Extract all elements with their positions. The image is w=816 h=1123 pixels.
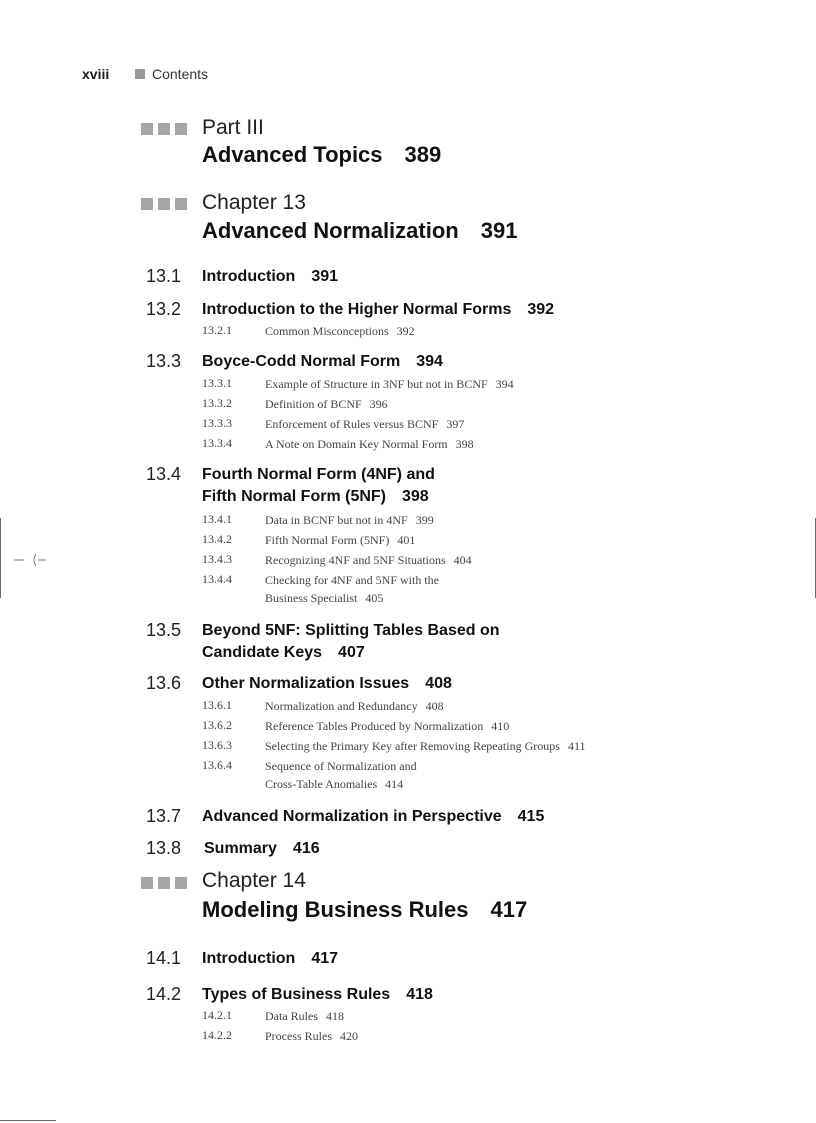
- section-title-text: Introduction: [202, 268, 296, 285]
- chapter-title[interactable]: [202, 218, 517, 244]
- section-number: 13.6: [146, 673, 182, 693]
- section-page: 408: [425, 675, 452, 692]
- subsection-number: 13.6.2: [202, 718, 232, 732]
- subsection-title[interactable]: [265, 415, 464, 433]
- section-number: 13.2: [146, 299, 182, 319]
- subsection-title-line1: Checking for 4NF and 5NF with the: [265, 573, 439, 587]
- section-page: 392: [527, 301, 555, 318]
- subsection-number: 13.3.4: [202, 436, 232, 450]
- subsection-title[interactable]: [265, 737, 586, 755]
- subsection-title-text: A Note on Domain Key Normal Form: [265, 437, 448, 451]
- subsection-page: 404: [453, 553, 472, 567]
- section-title-line2: Candidate Keys: [202, 644, 323, 661]
- subsection-number: 13.4.4: [202, 572, 232, 586]
- section-title[interactable]: [202, 673, 452, 695]
- section-title[interactable]: [202, 299, 554, 321]
- subsection-number: 13.3.1: [202, 376, 232, 390]
- section-title-text: Types of Business Rules: [202, 986, 391, 1003]
- subsection-page: 399: [415, 513, 434, 527]
- subsection-title[interactable]: [265, 435, 474, 453]
- chapter-title-text: Advanced Normalization: [202, 218, 459, 243]
- subsection-title[interactable]: [265, 1007, 344, 1025]
- subsection-number: 13.6.3: [202, 738, 232, 752]
- section-number: 13.3: [146, 351, 182, 371]
- part-squares-icon: [141, 123, 187, 135]
- subsection-title-text: Reference Tables Produced by Normalization: [265, 719, 484, 733]
- section-page: 407: [338, 644, 365, 661]
- subsection-title-text: Selecting the Primary Key after Removing Repeating Groups: [265, 739, 560, 753]
- section-title[interactable]: [202, 984, 433, 1006]
- section-title-text: Other Normalization Issues: [202, 675, 410, 692]
- crop-mark-bottom: [0, 1120, 56, 1121]
- subsection-number: 13.2.1: [202, 323, 232, 337]
- subsection-number: 13.6.1: [202, 698, 232, 712]
- subsection-title-line2: Cross-Table Anomalies: [265, 777, 378, 791]
- chapter-label: Chapter 13: [202, 191, 306, 214]
- subsection-page: 392: [396, 324, 415, 338]
- section-page: 391: [311, 268, 339, 285]
- subsection-number: 13.4.2: [202, 532, 232, 546]
- section-page: 416: [292, 840, 320, 857]
- page-number: xviii: [82, 66, 110, 82]
- part-page: 389: [404, 142, 442, 167]
- subsection-number: 13.4.3: [202, 552, 232, 566]
- subsection-title-text: Example of Structure in 3NF but not in BCNF: [265, 377, 488, 391]
- section-number: 13.1: [146, 266, 182, 286]
- subsection-title[interactable]: [265, 717, 509, 735]
- subsection-page: 394: [495, 377, 514, 391]
- subsection-number: 13.6.4: [202, 758, 232, 772]
- section-number: 13.7: [146, 806, 182, 826]
- subsection-title[interactable]: [265, 757, 417, 793]
- section-title[interactable]: [202, 266, 338, 288]
- subsection-title-text: Common Misconceptions: [265, 324, 389, 338]
- section-page: 415: [517, 808, 545, 825]
- section-title-text: Introduction to the Higher Normal Forms: [202, 301, 512, 318]
- section-title-line1: Fourth Normal Form (4NF) and: [202, 466, 435, 483]
- subsection-title[interactable]: [265, 395, 388, 413]
- subsection-title[interactable]: [265, 531, 415, 549]
- subsection-title-line2: Business Specialist: [265, 591, 358, 605]
- section-title-text: Advanced Normalization in Perspective: [202, 808, 502, 825]
- subsection-page: 398: [455, 437, 474, 451]
- registration-mark-icon: [10, 548, 50, 572]
- subsection-title-text: Recognizing 4NF and 5NF Situations: [265, 553, 446, 567]
- subsection-title[interactable]: [265, 551, 472, 569]
- subsection-page: 410: [491, 719, 510, 733]
- section-title[interactable]: [202, 464, 435, 508]
- subsection-page: 411: [567, 739, 586, 753]
- subsection-number: 13.4.1: [202, 512, 232, 526]
- subsection-page: 420: [340, 1029, 358, 1043]
- subsection-number: 14.2.2: [202, 1028, 232, 1042]
- crop-mark-left: [0, 518, 1, 598]
- subsection-title-text: Fifth Normal Form (5NF): [265, 533, 390, 547]
- chapter-title[interactable]: [202, 897, 527, 923]
- subsection-number: 14.2.1: [202, 1008, 232, 1022]
- subsection-number: 13.3.3: [202, 416, 232, 430]
- section-title[interactable]: [202, 806, 544, 828]
- section-title-text: Summary: [204, 840, 277, 857]
- part-label: Part III: [202, 116, 264, 139]
- section-number: 13.4: [146, 464, 182, 484]
- chapter-page: 391: [480, 218, 518, 243]
- subsection-title[interactable]: [265, 511, 434, 529]
- section-title-line1: Beyond 5NF: Splitting Tables Based on: [202, 622, 500, 639]
- subsection-title-text: Data Rules: [265, 1009, 318, 1023]
- section-title[interactable]: [202, 948, 338, 970]
- part-title[interactable]: [202, 142, 441, 168]
- subsection-page: 408: [425, 699, 444, 713]
- subsection-title-text: Definition of BCNF: [265, 397, 362, 411]
- section-page: 418: [406, 986, 433, 1003]
- section-title-line2: Fifth Normal Form (5NF): [202, 488, 386, 505]
- chapter-squares-icon: [141, 877, 187, 889]
- header-square-icon: [135, 69, 145, 79]
- subsection-title-text: Process Rules: [265, 1029, 332, 1043]
- subsection-title-text: Normalization and Redundancy: [265, 699, 418, 713]
- subsection-title-text: Enforcement of Rules versus BCNF: [265, 417, 439, 431]
- section-page: 417: [311, 950, 339, 967]
- chapter-page: 417: [490, 897, 528, 922]
- section-title[interactable]: [202, 620, 500, 664]
- section-page: 394: [416, 353, 443, 370]
- section-title[interactable]: [202, 351, 443, 373]
- subsection-page: 418: [326, 1009, 344, 1023]
- chapter-label: Chapter 14: [202, 869, 306, 892]
- section-number: 14.1: [146, 948, 182, 968]
- subsection-page: 405: [365, 591, 384, 605]
- section-number: 14.2: [146, 984, 182, 1004]
- subsection-page: 397: [446, 417, 465, 431]
- subsection-page: 396: [369, 397, 388, 411]
- section-page: 398: [402, 488, 429, 505]
- subsection-page: 401: [397, 533, 416, 547]
- running-header: Contents: [152, 66, 209, 82]
- subsection-title[interactable]: [265, 571, 439, 607]
- subsection-page: 414: [385, 777, 404, 791]
- section-number: 13.5: [146, 620, 182, 640]
- section-title-text: Boyce-Codd Normal Form: [202, 353, 401, 370]
- subsection-number: 13.3.2: [202, 396, 232, 410]
- chapter-squares-icon: [141, 198, 187, 210]
- subsection-title[interactable]: [265, 322, 415, 340]
- subsection-title-line1: Sequence of Normalization and: [265, 759, 417, 773]
- section-title[interactable]: [204, 838, 320, 860]
- subsection-title-text: Data in BCNF but not in 4NF: [265, 513, 408, 527]
- subsection-title[interactable]: [265, 1027, 358, 1045]
- subsection-title[interactable]: [265, 697, 444, 715]
- part-title-text: Advanced Topics: [202, 142, 383, 167]
- chapter-title-text: Modeling Business Rules: [202, 897, 469, 922]
- section-number: 13.8: [146, 838, 182, 858]
- section-title-text: Introduction: [202, 950, 296, 967]
- subsection-title[interactable]: [265, 375, 514, 393]
